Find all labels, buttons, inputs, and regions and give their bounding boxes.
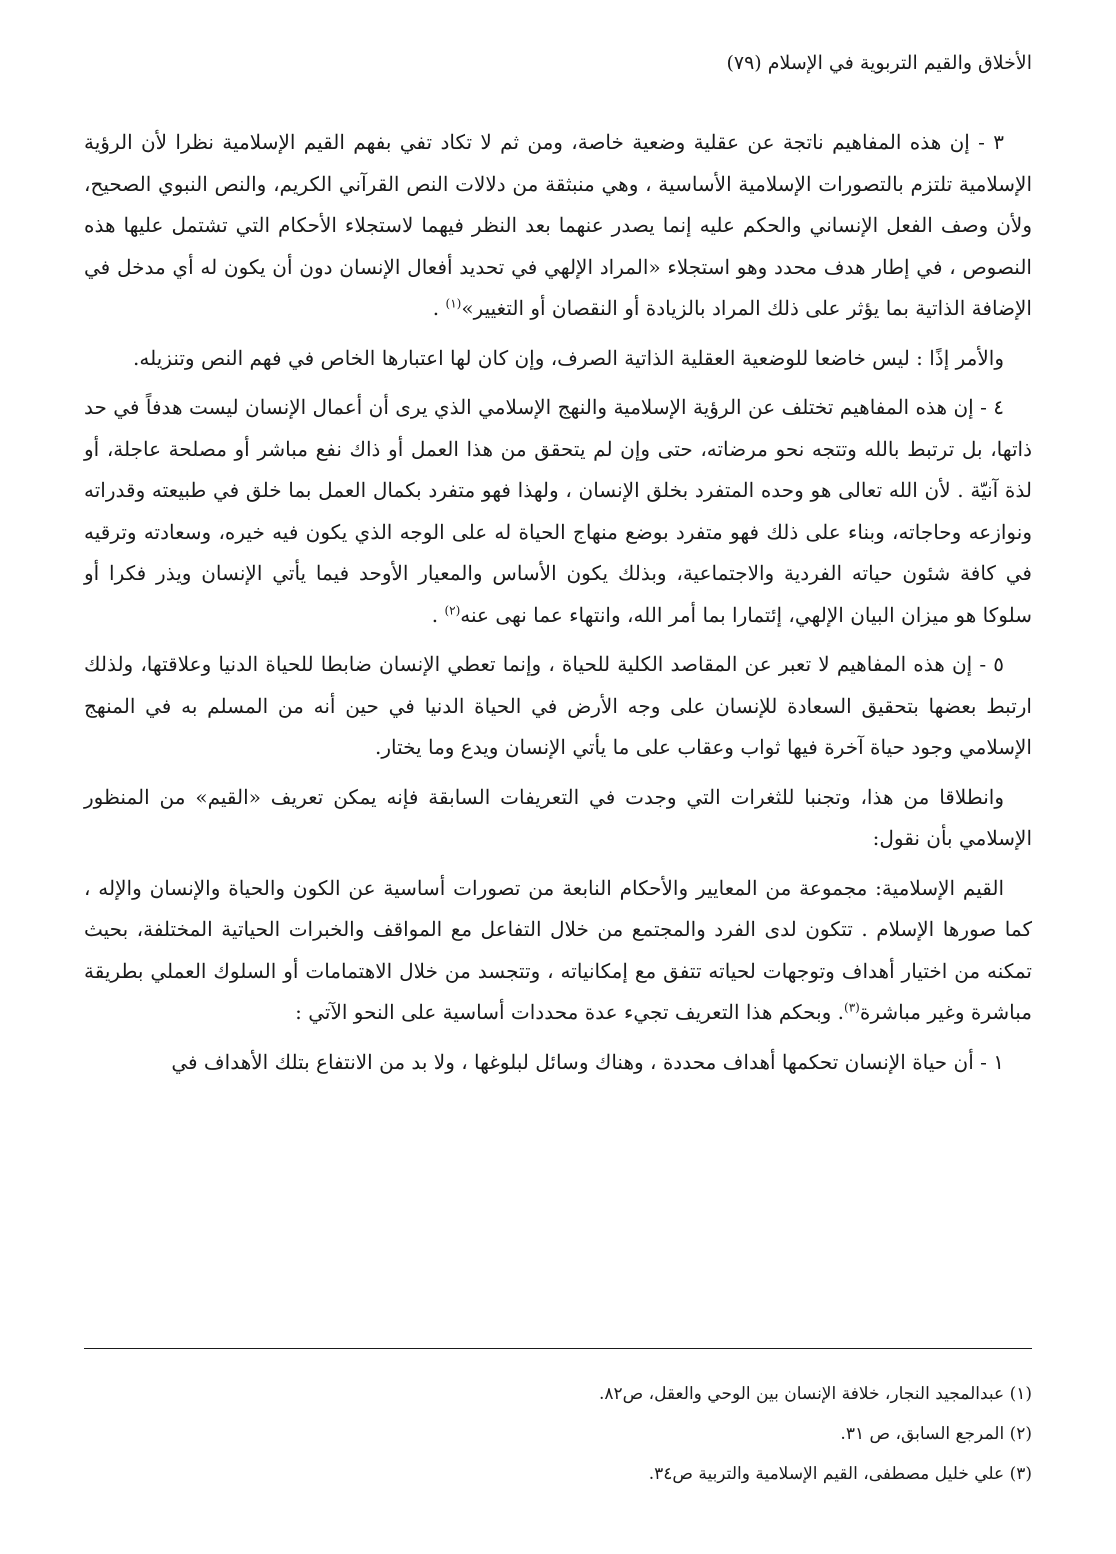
paragraph-point-3 <box>84 122 1032 330</box>
footnotes <box>84 1374 1032 1494</box>
footnote-1: (١) عبدالمجيد النجار، خلافة الإنسان بين الوحي والعقل، ص٨٢. <box>598 1384 1032 1404</box>
paragraph-text: القيم الإسلامية: مجموعة من المعايير والأحكام النابعة من تصورات أساسية عن الكون والحياة والإنسان والإله ، كما صورها الإسلام . تتكون لدى الفرد والمجتمع من خلال التفاعل مع المواقف والخبرات الحياتية المختلفة، بحيث تمكنه من اختيار أهداف وتوجهات لحياته تتفق مع إمكانياته ، وتتجسد من خلال الاهتمامات أو السلوك العملي بطريقة مباشرة وغير مباشرة <box>84 875 1032 1024</box>
footnote-divider <box>84 1348 1032 1349</box>
main-text <box>84 122 1032 1091</box>
footnote-2: (٢) المرجع السابق، ص ٣١. <box>840 1424 1032 1444</box>
paragraph-end: . <box>431 602 445 627</box>
paragraph-point-5: ٥ - إن هذه المفاهيم لا تعبر عن المقاصد الكلية للحياة ، وإنما تعطي الإنسان ضابطا للحياة الدنيا وعلاقتها، ولذلك ارتبط بعضها بتحقيق السعادة للإنسان على وجه الأرض في الحياة الدنيا في حين أنه من المسلم به في المنهج الإسلامي وجود حياة آخرة فيها ثواب وعقاب على ما يأتي الإنسان ويدع وما يختار. <box>84 652 1032 759</box>
paragraph-text: ٣ - إن هذه المفاهيم ناتجة عن عقلية وضعية خاصة، ومن ثم لا تكاد تفي بفهم القيم الإسلامية نظرا لأن الرؤية الإسلامية تلتزم بالتصورات الإسلامية الأساسية ، وهي منبثقة من دلالات النص القرآني الكريم، والنص النبوي الصحيح، ولأن وصف الفعل الإنساني والحكم عليه إنما يصدر عنهما بعد النظر فيهما لاستجلاء الأحكام التي تشتمل عليها هذه النصوص ، في إطار هدف محدد وهو استجلاء «المراد الإلهي في تحديد أفعال الإنسان دون أن يكون له أي مدخل في الإضافة الذاتية بما يؤثر على ذلك المراد بالزيادة أو النقصان أو التغيير» <box>84 130 1032 320</box>
paragraph-conclusion: والأمر إذًا : ليس خاضعا للوضعية العقلية الذاتية الصرف، وإن كان لها اعتبارها الخاص في فهم النص وتنزيله. <box>133 345 1004 370</box>
running-header: الأخلاق والقيم التربوية في الإسلام (٧٩) <box>726 52 1032 74</box>
footnote-ref-3: (٣) <box>844 1000 860 1015</box>
paragraph-definition <box>84 868 1032 1034</box>
paragraph-determinant-1: ١ - أن حياة الإنسان تحكمها أهداف محددة ، وهناك وسائل لبلوغها ، ولا بد من الانتفاع بتلك الأهداف في <box>171 1049 1004 1074</box>
footnote-ref-2: (٢) <box>444 602 461 617</box>
paragraph-end: . <box>432 296 446 320</box>
paragraph-end: . وبحكم هذا التعريف تجيء عدة محددات أساسية على النحو الآتي : <box>295 1000 845 1024</box>
paragraph-text: ٤ - إن هذه المفاهيم تختلف عن الرؤية الإسلامية والنهج الإسلامي الذي يرى أن أعمال الإنسان ليست هدفاً في حد ذاتها، بل ترتبط بالله وتتجه نحو مرضاته، حتى وإن لم يتحقق من هذا العمل أو ذاك نفع مباشر أو مصلحة عاجلة، أو لذة آنيّة . لأن الله تعالى هو وحده المتفرد بخلق الإنسان ، ولهذا فهو متفرد بكمال العمل بما خلق في طبيعته وقدراته ونوازعه وحاجاته، وبناء على ذلك فهو متفرد بوضع منهاج الحياة له على الوجه الذي يكون فيه خيره، وسعادته وترقيه في كافة شئون حياته الفردية والاجتماعية، وبذلك يكون الأساس والمعيار الأوحد فيما يأتي الإنسان ويذر فكرا أو سلوكا هو ميزان البيان الإلهي، إئتمارا بما أمر الله، وانتهاء عما نهى عنه <box>84 395 1032 627</box>
paragraph-transition: وانطلاقا من هذا، وتجنبا للثغرات التي وجدت في التعريفات السابقة فإنه يمكن تعريف «القيم» من المنظور الإسلامي بأن نقول: <box>84 784 1032 850</box>
footnote-3: (٣) علي خليل مصطفى، القيم الإسلامية والتربية ص٣٤. <box>648 1464 1032 1484</box>
paragraph-point-4 <box>84 387 1032 636</box>
footnote-ref-1: (١) <box>445 296 462 311</box>
